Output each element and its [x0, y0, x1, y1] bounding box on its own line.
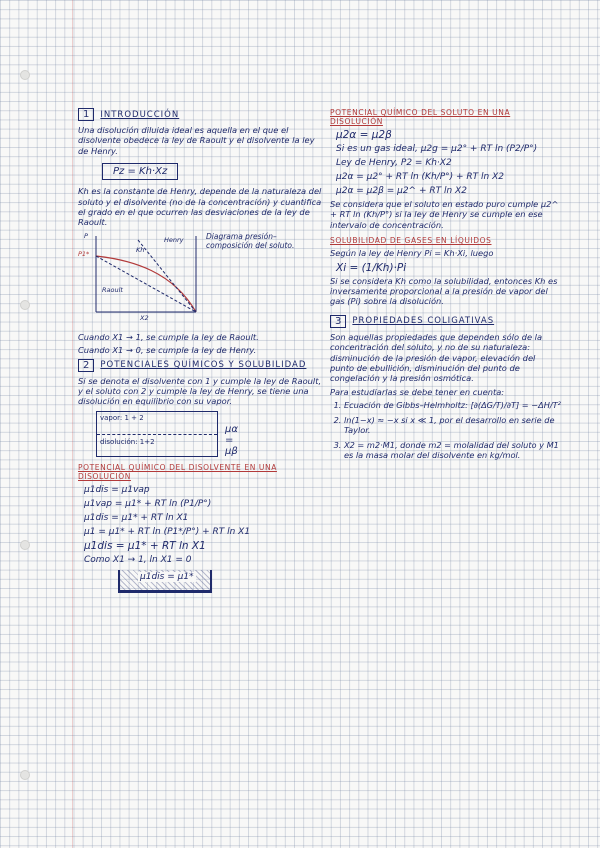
section-heading: [330, 315, 562, 328]
section2-paragraph: Si se denota el disolvente con 1 y cumple la ley de Raoult, y el soluto con 2 y cumple la ley de Henry, se tiene una disolución en equilibrio con su vapor.: [78, 375, 322, 407]
solute-subheading: POTENCIAL QUÍMICO DEL SOLUTO EN UNA DISOLUCIÓN: [330, 108, 511, 126]
punch-hole: [20, 300, 30, 310]
solvent-equation: μ1dis = μ1* + RT ln X1: [84, 539, 206, 552]
raoult-line: [96, 256, 196, 312]
gas-paragraph: Según la ley de Henry Pi = Kh·Xi, luego: [330, 248, 494, 259]
section-number: 2: [78, 359, 94, 372]
graph-henry-label: Henry: [164, 235, 184, 244]
graph-x-label: X2: [140, 313, 149, 322]
gas-solubility-subheading: SOLUBILIDAD DE GASES EN LÍQUIDOS: [330, 236, 492, 246]
solute-equation: μ2α = μ2° + RT ln (Kh/P°) + RT ln X2: [336, 172, 504, 182]
henry-law-box: Pz = Kh·Xz: [102, 163, 178, 180]
solvent-equation: Como X1 → 1, ln X1 = 0: [84, 554, 192, 565]
solvent-equation: μ1 = μ1* + RT ln (P1*/P°) + RT ln X1: [84, 526, 251, 537]
graph-raoult-label: Raoult: [102, 285, 123, 294]
section-heading: [78, 359, 323, 372]
solute-equation: Si es un gas ideal, μ2g = μ2° + RT ln (P2/P°): [336, 144, 538, 154]
limit-henry: Cuando X1 → 0, se cumple la ley de Henry.: [78, 345, 257, 356]
solute-paragraph: Se considera que el soluto en estado puro cumple μ2^ + RT ln (Kh/P°) si la ley de Henry se cumple en ese intervalo de concentración.: [330, 199, 559, 230]
vapor-label: vapor: 1 + 2: [100, 413, 144, 422]
section-title: INTRODUCCIÓN: [100, 109, 180, 120]
solvent-equation: μ1dis = μ1vap: [84, 484, 150, 495]
graph-kh-label: Kh: [136, 245, 145, 254]
pressure-composition-graph: [78, 232, 323, 328]
list-item: 3. X2 = m2·M1, donde m2 = molalidad del soluto y M1 es la masa molar del disolvente en kg/mol.: [344, 440, 562, 461]
section-title: PROPIEDADES COLIGATIVAS: [352, 316, 495, 327]
colligative-intro: Para estudiarlas se debe tener en cuenta:: [330, 386, 505, 397]
pure-solvent-equation: μ1dis = μ1*: [140, 571, 194, 582]
margin-line: [72, 0, 73, 848]
graph-caption: Diagrama presión–composición del soluto.: [206, 231, 295, 251]
vapor-liquid-vessel: [96, 411, 238, 457]
section-number: 1: [78, 108, 94, 121]
graph-p-label: P: [84, 231, 88, 240]
right-column: [330, 106, 562, 464]
punch-hole: [20, 540, 30, 550]
equilibrium-equation: μα = μβ: [225, 423, 238, 457]
kh-paragraph: Kh es la constante de Henry, depende de la naturaleza del soluto y el disolvente (no de la concentración) y cuantifica el grado en el que ocurren las desviaciones de la ley de Raoult.: [78, 186, 322, 228]
gas-equation: Xi = (1/Kh)·Pi: [336, 261, 407, 274]
henry-line: [138, 240, 196, 312]
solution-label: disolución: 1+2: [100, 437, 155, 446]
solvent-subheading: POTENCIAL QUÍMICO DEL DISOLVENTE EN UNA DISOLUCIÓN: [78, 462, 277, 481]
intro-paragraph: Una disolución diluida ideal es aquella en el que el disolvente obedece la ley de Raoult y el disolvente la ley de Henry.: [78, 125, 315, 156]
solute-equation: μ2α = μ2β: [336, 129, 392, 141]
list-item: 2. ln(1−x) ≈ −x si x ≪ 1, por el desarrollo en serie de Taylor.: [344, 415, 562, 436]
graph-pstar-label: P1*: [78, 249, 90, 258]
solute-equation: Ley de Henry, P2 = Kh·X2: [336, 158, 452, 168]
punch-hole: [20, 770, 30, 780]
section-heading: [78, 108, 323, 121]
colligative-paragraph: Son aquellas propiedades que dependen sólo de la concentración del soluto, y no de su naturaleza: disminución de la presión de vapor, elevación del punto de ebullición, disminución del punto de congelación y la presión osmótica.: [330, 331, 543, 384]
solvent-equation: μ1vap = μ1* + RT ln (P1/P°): [84, 498, 212, 509]
left-column: [78, 106, 323, 593]
pure-solvent-dish: [118, 570, 212, 593]
list-item: 1. Ecuación de Gibbs–Helmholtz: [∂(ΔG/T)/∂T] = −ΔH/T²: [344, 400, 562, 410]
section-title: POTENCIALES QUÍMICOS Y SOLUBILIDAD: [100, 360, 307, 371]
interface-line: [97, 434, 217, 435]
limit-raoult: Cuando X1 → 1, se cumple la ley de Raoult.: [78, 331, 259, 342]
gas-paragraph-2: Si se considera Kh como la solubilidad, entonces Kh es inversamente proporcional a la presión de vapor del gas (Pi) sobre la disolución.: [330, 275, 558, 307]
solvent-equation: μ1dis = μ1* + RT ln X1: [84, 512, 189, 523]
section-number: 3: [330, 315, 346, 328]
colligative-list: [330, 400, 562, 460]
punch-hole: [20, 70, 30, 80]
solute-equation: μ2α = μ2β = μ2^ + RT ln X2: [336, 186, 467, 196]
